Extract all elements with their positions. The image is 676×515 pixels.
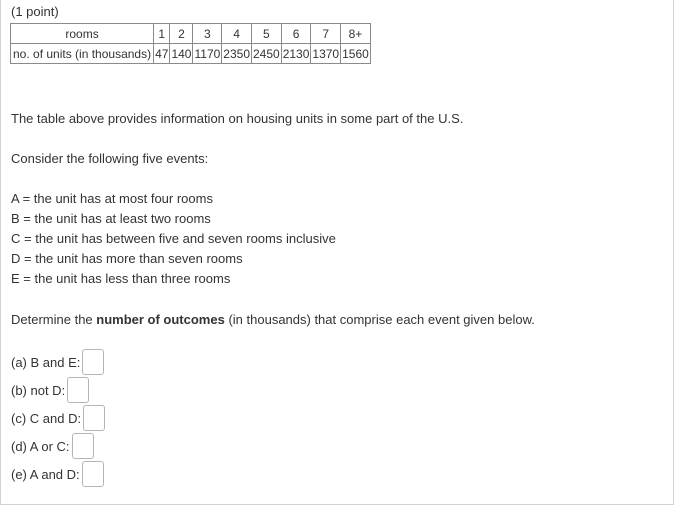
event-c: C = the unit has between five and seven rooms inclusive <box>11 231 336 246</box>
table-cell: 1370 <box>311 44 341 64</box>
table-cell: 3 <box>193 24 222 44</box>
instruction-post: (in thousands) that comprise each event given below. <box>224 312 535 327</box>
answer-d-input[interactable] <box>72 433 94 459</box>
instruction-pre: Determine the <box>11 312 97 327</box>
table-cell: 2130 <box>281 44 311 64</box>
table-cell: 8+ <box>341 24 371 44</box>
event-e: E = the unit has less than three rooms <box>11 271 231 286</box>
table-cell: 1 <box>154 24 170 44</box>
question-c <box>11 404 105 432</box>
table-cell: 140 <box>170 44 193 64</box>
table-cell: 1560 <box>341 44 371 64</box>
consider-text: Consider the following five events: <box>11 151 209 166</box>
question-d-label: (d) A or C: <box>11 438 70 454</box>
table-cell: 2350 <box>222 44 252 64</box>
table-row-rooms <box>11 24 371 44</box>
answer-b-input[interactable] <box>67 377 89 403</box>
instruction-text <box>11 312 535 327</box>
event-b: B = the unit has at least two rooms <box>11 211 211 226</box>
table-cell: 4 <box>222 24 252 44</box>
table-cell: 2450 <box>252 44 282 64</box>
point-value: (1 point) <box>11 4 59 19</box>
table-cell: 47 <box>154 44 170 64</box>
table-header-rooms: rooms <box>11 24 154 44</box>
question-a <box>11 348 104 376</box>
instruction-bold: number of outcomes <box>96 312 225 327</box>
table-header-units: no. of units (in thousands) <box>11 44 154 64</box>
answer-e-input[interactable] <box>82 461 104 487</box>
table-cell: 1170 <box>193 44 222 64</box>
housing-units-table <box>10 23 371 64</box>
question-e <box>11 460 104 488</box>
table-cell: 6 <box>281 24 311 44</box>
question-b-label: (b) not D: <box>11 382 66 398</box>
question-d <box>11 432 94 460</box>
event-d: D = the unit has more than seven rooms <box>11 251 243 266</box>
table-row-units <box>11 44 371 64</box>
question-c-label: (c) C and D: <box>11 410 82 426</box>
table-cell: 7 <box>311 24 341 44</box>
intro-text: The table above provides information on housing units in some part of the U.S. <box>11 111 464 126</box>
event-a: A = the unit has at most four rooms <box>11 191 213 206</box>
question-b <box>11 376 89 404</box>
answer-c-input[interactable] <box>83 405 105 431</box>
question-a-label: (a) B and E: <box>11 354 81 370</box>
table-cell: 2 <box>170 24 193 44</box>
table-cell: 5 <box>252 24 282 44</box>
question-e-label: (e) A and D: <box>11 466 80 482</box>
answer-a-input[interactable] <box>82 349 104 375</box>
